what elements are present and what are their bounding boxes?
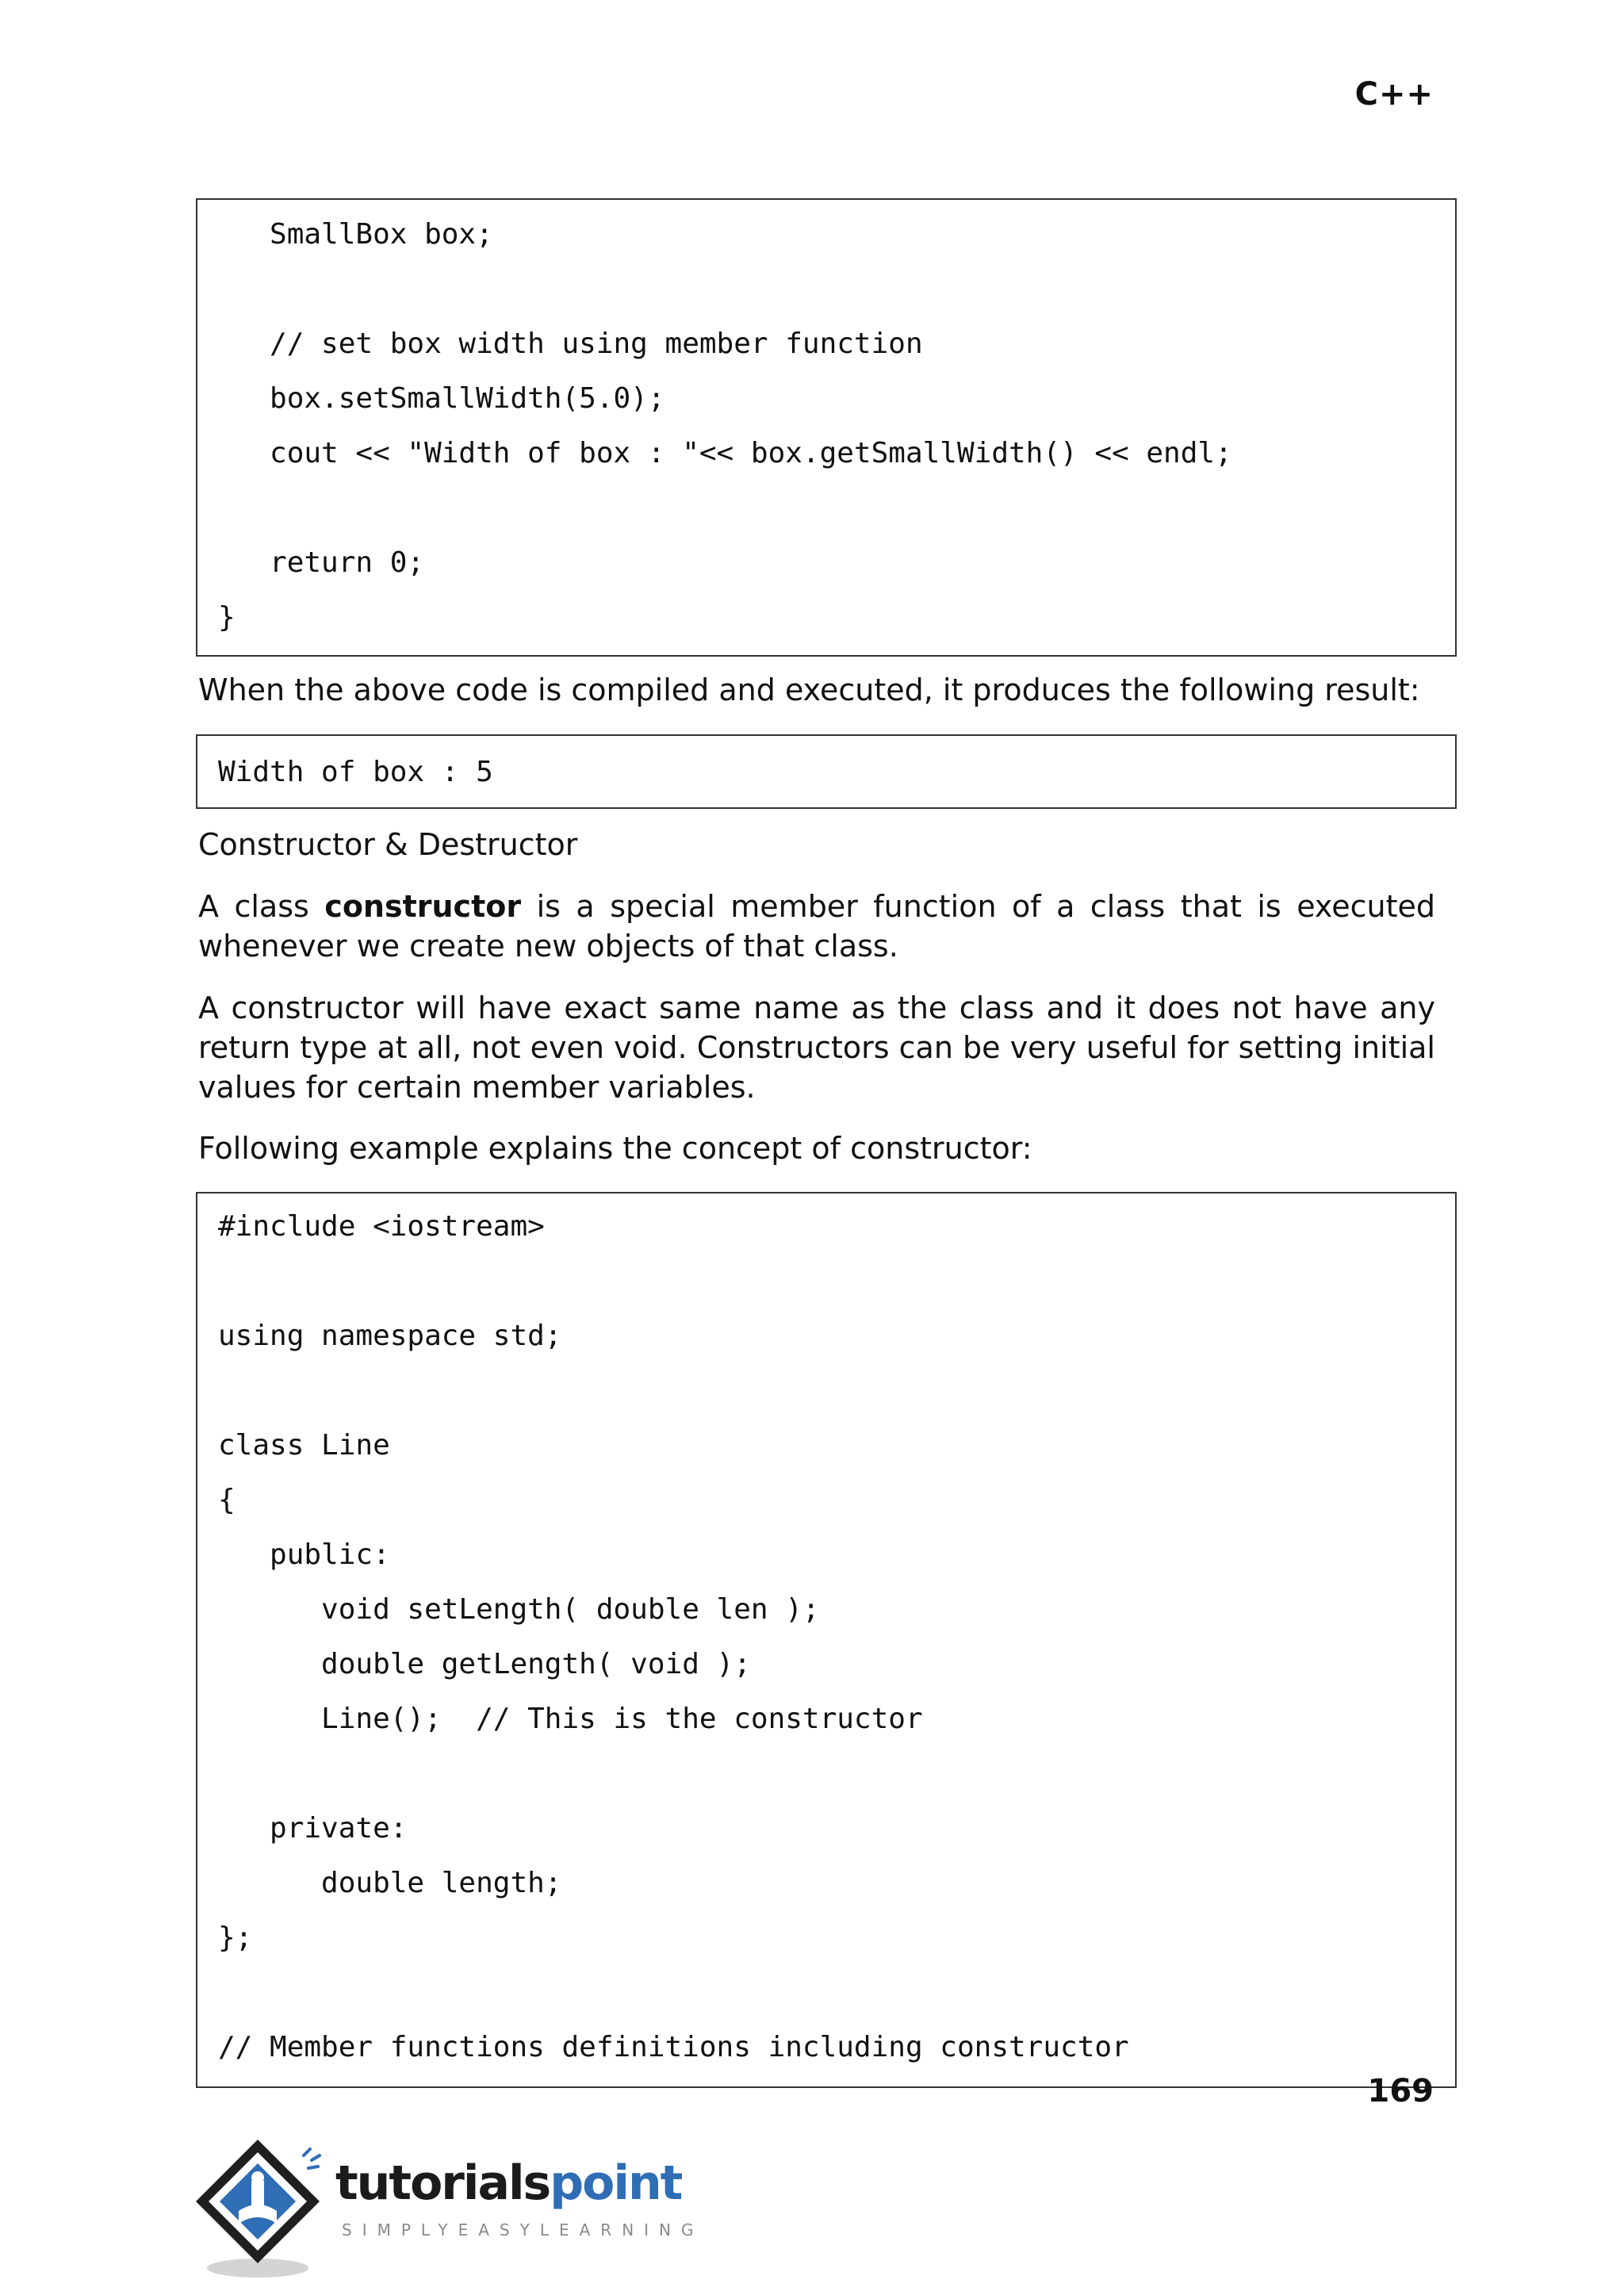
code-line: public: (218, 1538, 390, 1571)
code-line: SmallBox box; (218, 218, 493, 251)
para-1-suffix: is a special member function of a class that is executed whenever we create new objects of that class. (198, 889, 1435, 964)
section-heading: Constructor & Destructor (198, 827, 578, 862)
code-line: class Line (218, 1429, 390, 1462)
code-block-2 (196, 1192, 1457, 2088)
output-block (196, 734, 1457, 809)
tutorialspoint-logo (194, 2132, 702, 2282)
code-block-1 (196, 198, 1457, 657)
paragraph-constructor-details: A constructor will have exact same name as the class and it does not have any return type at all, not even void. Constructors can be very useful for setting initial values for certain member variables. (198, 990, 1435, 1105)
code-line: Line(); // This is the constructor (218, 1703, 923, 1735)
code-line: box.setSmallWidth(5.0); (218, 382, 665, 415)
code-line: void setLength( double len ); (218, 1593, 820, 1626)
para-1-bold-term: constructor (324, 889, 522, 924)
code-line: } (218, 601, 236, 634)
code-line: { (218, 1484, 236, 1516)
code-line: private: (218, 1812, 408, 1845)
code-line: // set box width using member function (218, 328, 923, 360)
logo-word-point: point (550, 2155, 682, 2211)
paragraph-example-intro: Following example explains the concept of constructor: (198, 1131, 1032, 1166)
code-line: // Member functions definitions including constructor (218, 2031, 1129, 2063)
code-line: double length; (218, 1867, 562, 1899)
logo-wordmark (335, 2155, 681, 2211)
code-line: #include <iostream> (218, 1210, 545, 1243)
output-line: Width of box : 5 (218, 756, 493, 788)
code-line: }; (218, 1921, 253, 1954)
code-line: cout << "Width of box : "<< box.getSmallWidth() << endl; (218, 437, 1232, 469)
logo-word-tutorials: tutorials (335, 2155, 550, 2211)
para-1-prefix: A class (198, 889, 325, 924)
header-title: C++ (1354, 76, 1434, 113)
code-line: double getLength( void ); (218, 1648, 751, 1680)
logo-diamond-icon (194, 2132, 353, 2282)
code-line: using namespace std; (218, 1320, 562, 1352)
page-number: 169 (1367, 2073, 1434, 2109)
code-line: return 0; (218, 546, 425, 579)
paragraph-constructor-definition (198, 887, 1435, 966)
logo-tagline: SIMPLYEASYLEARNING (342, 2220, 704, 2239)
result-intro: When the above code is compiled and executed, it produces the following result: (198, 672, 1420, 707)
